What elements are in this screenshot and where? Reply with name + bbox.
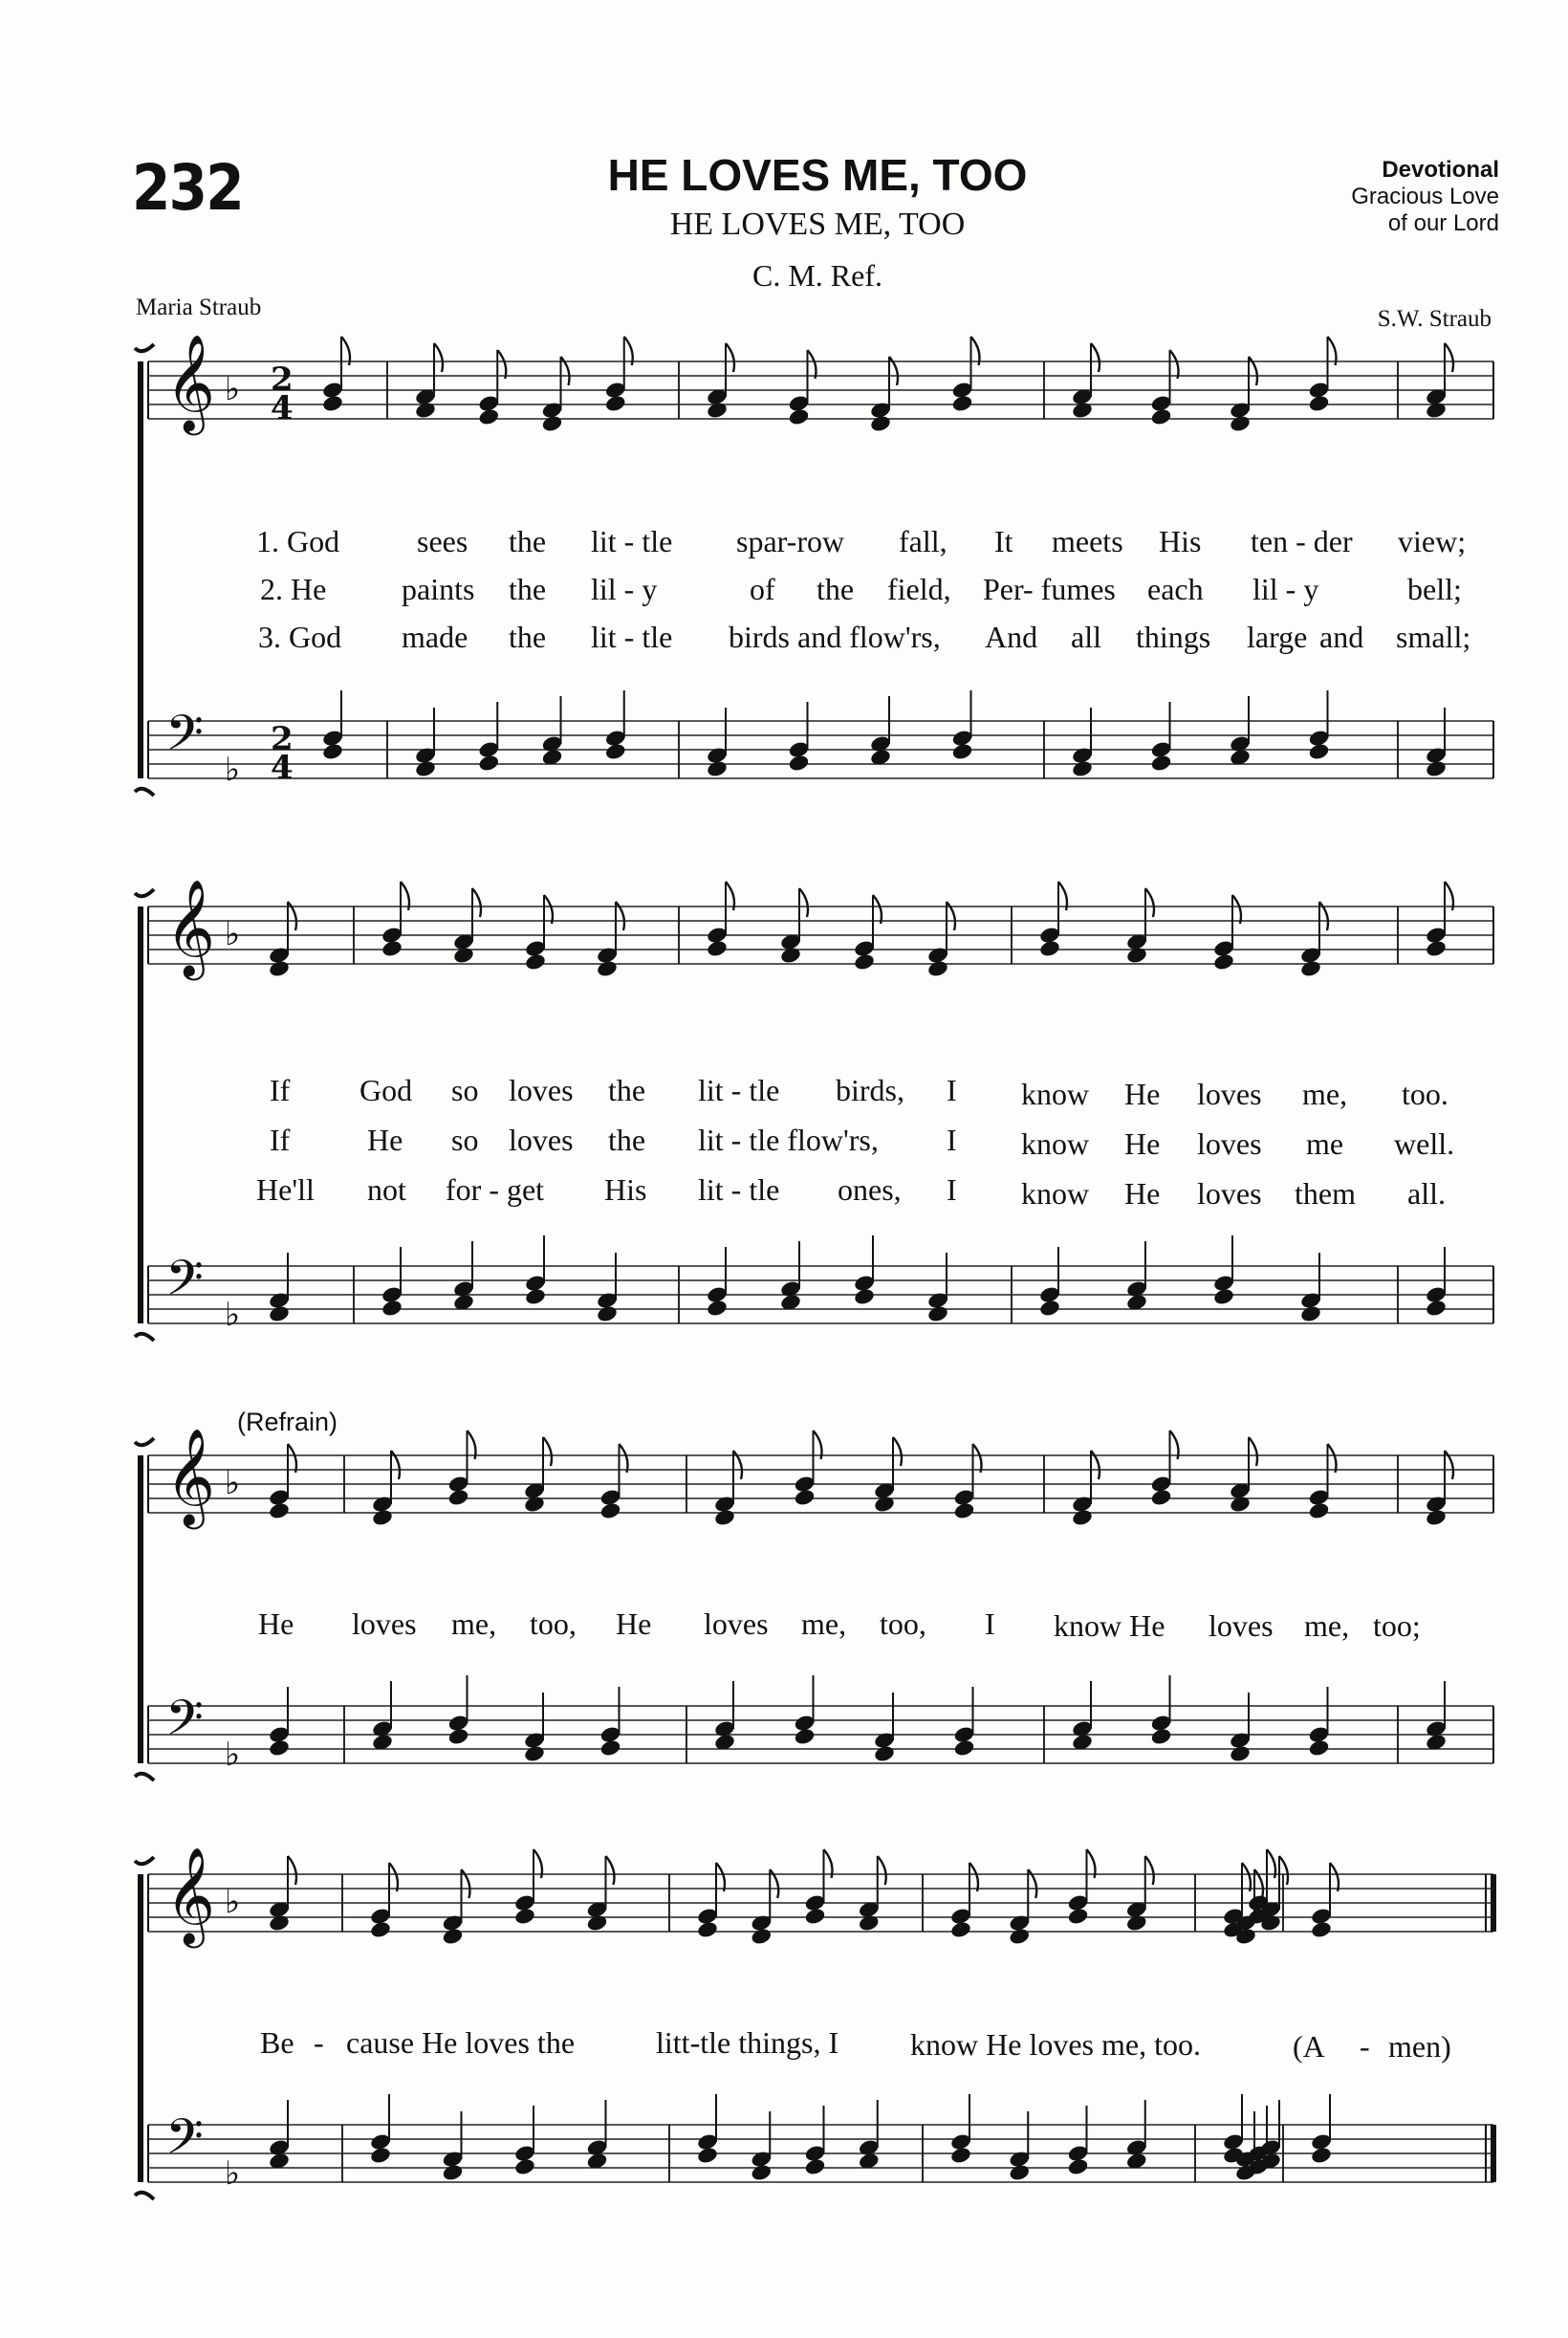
lyric-syllable: He	[616, 1606, 652, 1641]
lyric-syllable: each	[1147, 572, 1204, 606]
lyric-syllable: the	[608, 1073, 646, 1107]
note-flag	[1330, 1863, 1339, 1891]
bracket-hook	[135, 2193, 154, 2199]
lyric-syllable: me,	[451, 1606, 497, 1641]
note-flag	[1091, 343, 1100, 372]
note-head	[268, 1913, 291, 1933]
lyric-syllable: lit - tle flow'rs,	[698, 1123, 879, 1157]
note-head	[1299, 1304, 1322, 1323]
note-flag	[808, 350, 817, 379]
note-head	[1038, 1299, 1061, 1318]
note-head	[452, 946, 475, 965]
note-head	[1425, 1299, 1448, 1318]
note-flag	[1445, 343, 1453, 372]
lyric-syllable: paints	[402, 572, 475, 606]
note-flag	[389, 1863, 398, 1891]
note-head	[1008, 2163, 1031, 2182]
lyric-syllable: His	[604, 1172, 647, 1207]
bracket-hook	[135, 1774, 154, 1781]
note-head	[779, 946, 802, 965]
note-head	[1308, 394, 1331, 413]
lyric-syllable: His	[1159, 524, 1202, 558]
note-flag	[1232, 895, 1241, 924]
lyric-syllable: the	[509, 620, 547, 654]
lyric-syllable: (A	[1293, 2029, 1325, 2064]
lyric-syllable: loves	[1197, 1077, 1262, 1111]
note-head	[951, 742, 974, 761]
note-head	[477, 407, 500, 426]
lyric-syllable: of	[750, 572, 775, 606]
bass-clef: 𝄢	[165, 2108, 204, 2177]
note-head	[949, 1920, 972, 1939]
lyric-syllable: sees	[417, 524, 468, 558]
note-head	[1229, 414, 1252, 433]
note-head	[1071, 401, 1094, 420]
note-flag	[288, 1856, 296, 1885]
lyric-syllable: He	[1124, 1176, 1161, 1211]
note-head	[1425, 401, 1448, 420]
lyric-syllable: He	[1124, 1077, 1161, 1111]
lyric-syllable: well.	[1394, 1126, 1455, 1161]
lyric-syllable: them	[1295, 1176, 1356, 1211]
note-head	[268, 1501, 291, 1520]
note-flag	[726, 343, 734, 372]
note-head	[321, 742, 344, 761]
note-head	[953, 1738, 976, 1758]
lyric-syllable: loves	[509, 1073, 574, 1107]
note-head	[596, 1304, 619, 1323]
note-flag	[893, 1437, 902, 1466]
composer-credit: S.W. Straub	[1377, 306, 1492, 332]
note-flag	[973, 1444, 982, 1473]
lyric-syllable: know	[1021, 1176, 1090, 1211]
note-head	[1212, 952, 1235, 972]
treble-clef: 𝄞	[165, 333, 216, 431]
note-head	[1299, 959, 1322, 978]
flat-sign: ♭	[225, 915, 241, 953]
note-head	[268, 1304, 291, 1323]
note-flag	[544, 895, 553, 924]
meter: C. M. Ref.	[752, 258, 882, 293]
flat-sign: ♭	[225, 1464, 241, 1502]
treble-clef: 𝄞	[165, 878, 216, 976]
lyric-syllable: the	[509, 572, 547, 606]
note-head	[858, 1913, 881, 1933]
note-head	[951, 394, 974, 413]
note-head	[442, 2163, 465, 2182]
note-head	[750, 2163, 773, 2182]
note-head	[926, 1304, 949, 1323]
note-head	[381, 1299, 403, 1318]
tune-name: HE LOVES ME, TOO	[669, 207, 966, 242]
note-flag	[543, 1437, 552, 1466]
note-head	[586, 1913, 609, 1933]
hymn-number: 232	[132, 151, 243, 225]
note-head	[1425, 1508, 1448, 1527]
lyric-syllable: field,	[887, 572, 951, 606]
note-head	[1229, 1744, 1252, 1763]
note-flag	[434, 343, 443, 372]
lyric-syllable: so	[451, 1123, 479, 1157]
note-flag	[1249, 1437, 1257, 1466]
note-flag	[497, 350, 506, 379]
lyric-syllable: too,	[530, 1606, 577, 1641]
lyric-syllable: lil - y	[591, 572, 658, 606]
lyric-syllable: I	[947, 1123, 957, 1157]
lyric-syllable: know He	[1054, 1608, 1165, 1643]
note-head	[706, 401, 729, 420]
note-head	[926, 959, 949, 978]
note-flag	[969, 1863, 978, 1891]
lyric-syllable: lit - tle	[591, 524, 673, 558]
lyric-syllable: He	[367, 1123, 403, 1157]
flat-sign: ♭	[225, 370, 241, 408]
note-head	[1150, 1488, 1173, 1507]
note-head	[369, 2146, 392, 2165]
lyric-syllable: -	[314, 2025, 324, 2060]
lyric-syllable: If	[270, 1123, 291, 1157]
lyric-syllable: ten - der	[1251, 524, 1353, 558]
note-head	[524, 1287, 547, 1306]
note-head	[1150, 407, 1173, 426]
bracket-hook	[135, 344, 154, 351]
note-head	[1125, 1913, 1148, 1933]
lyric-syllable: God	[359, 1073, 413, 1107]
lyric-syllable: made	[402, 620, 468, 654]
note-head	[371, 1508, 394, 1527]
note-flag	[1145, 1856, 1154, 1885]
lyric-syllable: I	[985, 1606, 995, 1641]
note-head	[447, 1488, 470, 1507]
lyric-syllable: lit - tle	[698, 1172, 780, 1207]
lyric-syllable: loves	[1197, 1176, 1262, 1211]
time-signature-bottom: 4	[271, 749, 294, 787]
lyric-syllable: birds and flow'rs,	[729, 620, 941, 654]
lyric-syllable: birds,	[836, 1073, 904, 1107]
bass-clef: 𝄢	[165, 1689, 204, 1759]
flat-sign: ♭	[225, 751, 241, 789]
lyric-syllable: loves	[509, 1123, 574, 1157]
lyric-syllable: lit - tle	[698, 1073, 780, 1107]
time-signature-top: 2	[271, 361, 294, 399]
lyric-syllable: He	[258, 1606, 294, 1641]
note-head	[713, 1508, 736, 1527]
note-head	[788, 754, 811, 773]
lyric-syllable: He'll	[256, 1172, 315, 1207]
note-head	[442, 1927, 465, 1946]
lyric-syllable: cause He loves the	[346, 2025, 576, 2060]
note-head	[853, 1287, 876, 1306]
note-flag	[606, 1856, 615, 1885]
note-head	[953, 1501, 976, 1520]
lyric-syllable: too;	[1373, 1608, 1421, 1643]
lyric-syllable: -	[1360, 2029, 1370, 2064]
note-head	[1150, 1727, 1173, 1746]
verse-prefix: 3. God	[258, 620, 342, 654]
bracket-hook	[135, 1857, 154, 1864]
topic-sub: Gracious Love	[1351, 184, 1499, 209]
lyric-syllable: It	[994, 524, 1013, 558]
lyric-syllable: Per- fumes	[983, 572, 1116, 606]
note-head	[513, 2157, 536, 2176]
note-head	[604, 742, 627, 761]
lyric-syllable: fall,	[899, 524, 947, 558]
flat-sign: ♭	[225, 1736, 241, 1774]
note-head	[414, 759, 437, 778]
note-head	[706, 1299, 729, 1318]
note-head	[523, 1495, 546, 1514]
lyric-syllable: and	[1319, 620, 1364, 654]
note-head	[794, 1727, 817, 1746]
lyric-syllable: small;	[1396, 620, 1471, 654]
lyric-syllable: all	[1071, 620, 1101, 654]
lyric-syllable: loves	[704, 1606, 769, 1641]
lyric-syllable: the	[608, 1123, 646, 1157]
bracket-hook	[135, 1334, 154, 1341]
lyric-syllable: meets	[1052, 524, 1123, 558]
bass-clef: 𝄢	[165, 704, 204, 774]
refrain-label: (Refrain)	[237, 1408, 338, 1436]
note-head	[381, 939, 403, 958]
bracket-hook	[135, 889, 154, 896]
lyric-syllable: If	[270, 1073, 291, 1107]
note-flag	[472, 888, 481, 917]
note-head	[1425, 759, 1448, 778]
author-credit: Maria Straub	[136, 295, 262, 320]
time-signature-bottom: 4	[271, 389, 294, 427]
lyric-syllable: the	[817, 572, 855, 606]
note-head	[869, 414, 892, 433]
lyric-syllable: loves	[1197, 1126, 1262, 1161]
note-flag	[1145, 888, 1154, 917]
note-head	[949, 2146, 972, 2165]
note-head	[1071, 759, 1094, 778]
lyric-syllable: lil - y	[1252, 572, 1319, 606]
note-head	[1067, 1907, 1090, 1926]
flat-sign: ♭	[225, 1296, 241, 1334]
lyric-syllable: know He loves me, too.	[910, 2027, 1201, 2062]
note-head	[604, 394, 627, 413]
note-head	[1229, 1495, 1252, 1514]
note-flag	[878, 1856, 886, 1885]
note-head	[804, 1907, 827, 1926]
lyric-syllable: men)	[1388, 2029, 1451, 2064]
note-head	[1067, 2157, 1090, 2176]
note-head	[1310, 2146, 1333, 2165]
hymn-title: HE LOVES ME, TOO	[607, 150, 1028, 200]
lyric-syllable: me,	[1302, 1077, 1348, 1111]
lyric-syllable: for - get	[446, 1172, 545, 1207]
note-head	[321, 394, 344, 413]
note-flag	[1170, 350, 1179, 379]
note-head	[599, 1501, 622, 1520]
note-head	[1071, 1508, 1094, 1527]
note-head	[596, 959, 619, 978]
note-head	[1425, 939, 1448, 958]
lyric-syllable: me,	[801, 1606, 847, 1641]
topic-sub: of our Lord	[1387, 210, 1499, 236]
note-head	[788, 407, 811, 426]
note-head	[414, 401, 437, 420]
verse-prefix: 1. God	[256, 524, 340, 558]
note-flag	[620, 1444, 628, 1473]
lyric-syllable: too,	[880, 1606, 926, 1641]
note-head	[1310, 1920, 1333, 1939]
time-signature-top: 2	[271, 720, 294, 758]
lyric-syllable: know	[1021, 1077, 1090, 1111]
lyric-syllable: loves	[352, 1606, 417, 1641]
note-flag	[799, 888, 808, 917]
bracket-hook	[135, 789, 154, 796]
note-head	[696, 2146, 719, 2165]
note-head	[1308, 742, 1331, 761]
lyric-syllable: And	[985, 620, 1038, 654]
note-head	[1212, 1287, 1235, 1306]
lyric-syllable: view;	[1398, 524, 1467, 558]
lyric-syllable: spar-row	[736, 524, 845, 558]
note-head	[523, 1744, 546, 1763]
note-head	[513, 1907, 536, 1926]
lyric-syllable: He	[1124, 1126, 1161, 1161]
note-flag	[716, 1863, 725, 1891]
bracket-hook	[135, 1438, 154, 1445]
lyric-syllable: too.	[1402, 1077, 1448, 1111]
lyric-syllable: I	[947, 1073, 957, 1107]
note-flag	[1328, 1444, 1337, 1473]
verse-prefix: 2. He	[260, 572, 327, 606]
note-head	[706, 939, 729, 958]
lyric-syllable: things	[1136, 620, 1211, 654]
flat-sign: ♭	[225, 2154, 241, 2193]
lyric-syllable: loves	[1209, 1608, 1274, 1643]
lyric-syllable: so	[451, 1073, 479, 1107]
note-flag	[288, 1444, 296, 1473]
note-head	[873, 1744, 896, 1763]
lyric-syllable: ones,	[838, 1172, 902, 1207]
note-head	[696, 1920, 719, 1939]
note-head	[1038, 939, 1061, 958]
note-head	[853, 952, 876, 972]
treble-clef: 𝄞	[165, 1846, 216, 1944]
note-flag	[1242, 1863, 1251, 1891]
flat-sign: ♭	[225, 1883, 241, 1921]
note-head	[1008, 1927, 1031, 1946]
note-head	[873, 1495, 896, 1514]
lyric-syllable: not	[367, 1172, 406, 1207]
note-flag	[873, 895, 882, 924]
note-head	[1308, 1738, 1331, 1758]
lyric-syllable: know	[1021, 1126, 1090, 1161]
note-head	[804, 2157, 827, 2176]
note-head	[706, 759, 729, 778]
note-head	[750, 1927, 773, 1946]
lyric-syllable: I	[947, 1172, 957, 1207]
note-head	[268, 1738, 291, 1758]
lyric-syllable: bell;	[1407, 572, 1462, 606]
note-head	[599, 1738, 622, 1758]
lyric-syllable: all.	[1407, 1176, 1446, 1211]
bass-clef: 𝄢	[165, 1249, 204, 1319]
note-head	[447, 1727, 470, 1746]
note-head	[524, 952, 547, 972]
topic-main: Devotional	[1382, 157, 1499, 183]
note-head	[268, 959, 291, 978]
note-head	[1125, 946, 1148, 965]
lyric-syllable: large	[1247, 620, 1308, 654]
note-head	[369, 1920, 392, 1939]
lyric-syllable: me,	[1304, 1608, 1350, 1643]
note-head	[541, 414, 564, 433]
lyric-syllable: Be	[260, 2025, 294, 2060]
lyric-syllable: the	[509, 524, 547, 558]
lyric-syllable: lit - tle	[591, 620, 673, 654]
note-head	[1308, 1501, 1331, 1520]
note-head	[1150, 754, 1173, 773]
treble-clef: 𝄞	[165, 1427, 216, 1525]
note-head	[794, 1488, 817, 1507]
lyric-syllable: me	[1306, 1126, 1344, 1161]
note-head	[477, 754, 500, 773]
lyric-syllable: litt-tle things, I	[656, 2025, 839, 2060]
